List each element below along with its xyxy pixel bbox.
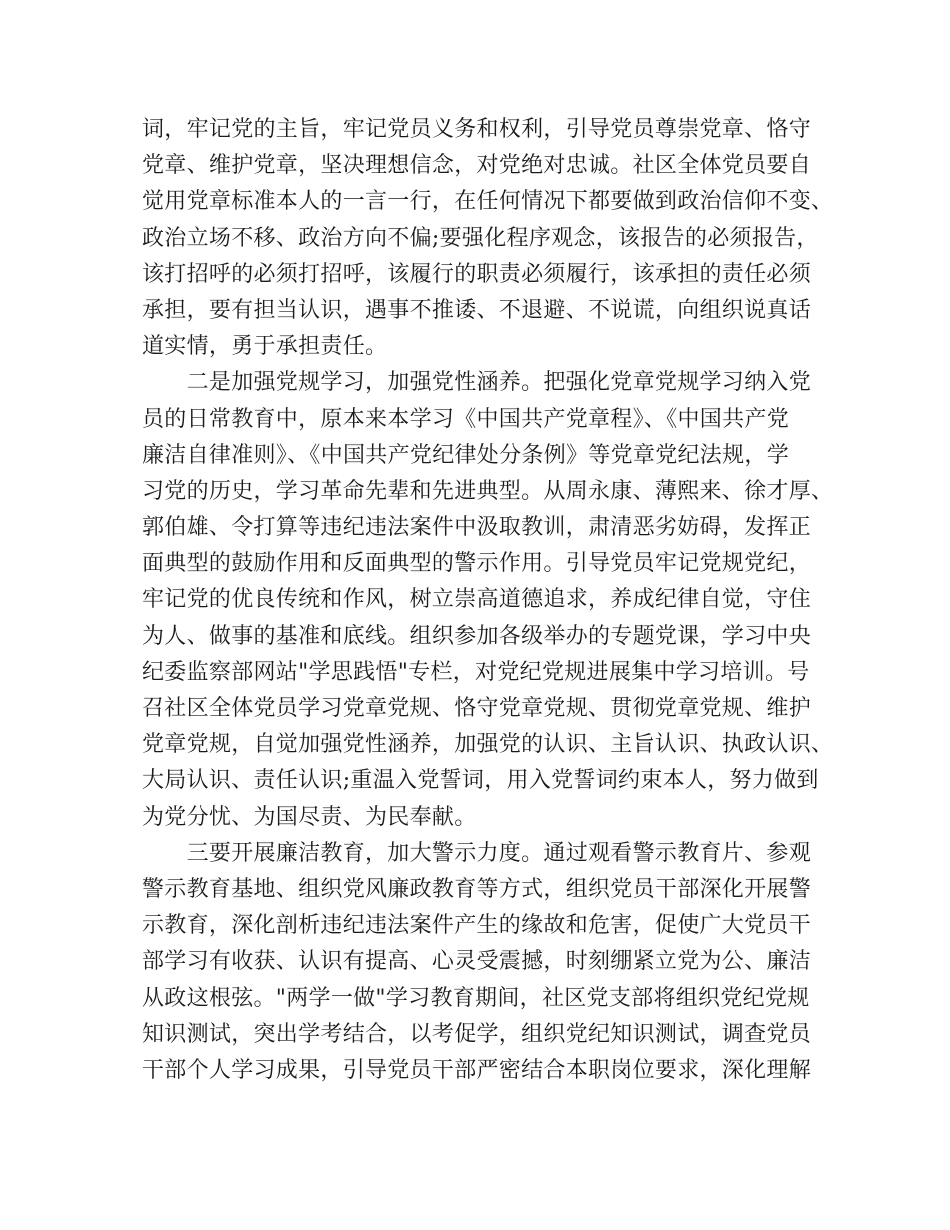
- text-line: 面典型的鼓励作用和反面典型的警示作用。引导党员牢记党规党纪，: [142, 551, 812, 577]
- text-line: 习党的历史，学习革命先辈和先进典型。从周永康、薄熙来、徐才厚、: [142, 478, 834, 504]
- text-line: 牢记党的优良传统和作风，树立崇高道德追求，养成纪律自觉，守住: [142, 587, 812, 613]
- text-line: 承担，要有担当认识，遇事不推诿、不退避、不说谎，向组织说真话: [142, 297, 812, 323]
- text-line: 该打招呼的必须打招呼，该履行的职责必须履行，该承担的责任必须: [142, 261, 812, 287]
- text-line: 道实情，勇于承担责任。: [142, 334, 388, 360]
- text-line: 员的日常教育中，原本来本学习《中国共产党章程》、《中国共产党: [142, 406, 790, 432]
- text-line: 三要开展廉洁教育，加大警示力度。通过观看警示教育片、参观: [142, 840, 812, 866]
- text-line: 郭伯雄、令打算等违纪违法案件中汲取教训，肃清恶劣妨碍，发挥正: [142, 515, 812, 541]
- text-line: 二是加强党规学习，加强党性涵养。把强化党章党规学习纳入党: [142, 370, 812, 396]
- document-body-text: [142, 112, 832, 1089]
- text-line: 觉用党章标准本人的一言一行，在任何情况下都要做到政治信仰不变、: [142, 189, 834, 215]
- text-line: 从政这根弦。"两学一做"学习教育期间，社区党支部将组织党纪党规: [142, 985, 810, 1011]
- text-line: 为人、做事的基准和底线。组织参加各级举办的专题党课，学习中央: [142, 623, 812, 649]
- text-line: 知识测试，突出学考结合，以考促学，组织党纪知识测试，调查党员: [142, 1021, 812, 1047]
- text-line: 干部个人学习成果，引导党员干部严密结合本职岗位要求，深化理解: [142, 1057, 812, 1083]
- text-line: 为党分忧、为国尽责、为民奉献。: [142, 804, 477, 830]
- text-line: 召社区全体党员学习党章党规、恪守党章党规、贯彻党章党规、维护: [142, 696, 812, 721]
- text-line: 大局认识、责任认识;重温入党誓词，用入党誓词约束本人，努力做到: [142, 768, 819, 794]
- text-line: 警示教育基地、组织党风廉政教育等方式，组织党员干部深化开展警: [142, 876, 812, 902]
- text-line: 党章、维护党章，坚决理想信念，对党绝对忠诚。社区全体党员要自: [142, 153, 812, 179]
- text-line: 纪委监察部网站"学思践悟"专栏，对党纪党规进展集中学习培训。号: [142, 659, 810, 685]
- text-line: 廉洁自律准则》、《中国共产党纪律处分条例》等党章党纪法规，学: [142, 442, 790, 468]
- text-line: 部学习有收获、认识有提高、心灵受震撼，时刻绷紧立党为公、廉洁: [142, 949, 812, 975]
- text-line: 党章党规，自觉加强党性涵养，加强党的认识、主旨认识、执政认识、: [142, 732, 834, 758]
- text-line: 词，牢记党的主旨，牢记党员义务和权利，引导党员尊崇党章、恪守: [142, 117, 812, 142]
- text-line: 政治立场不移、政治方向不偏;要强化程序观念，该报告的必须报告，: [142, 225, 819, 251]
- text-line: 示教育，深化剖析违纪违法案件产生的缘故和危害，促使广大党员干: [142, 913, 812, 939]
